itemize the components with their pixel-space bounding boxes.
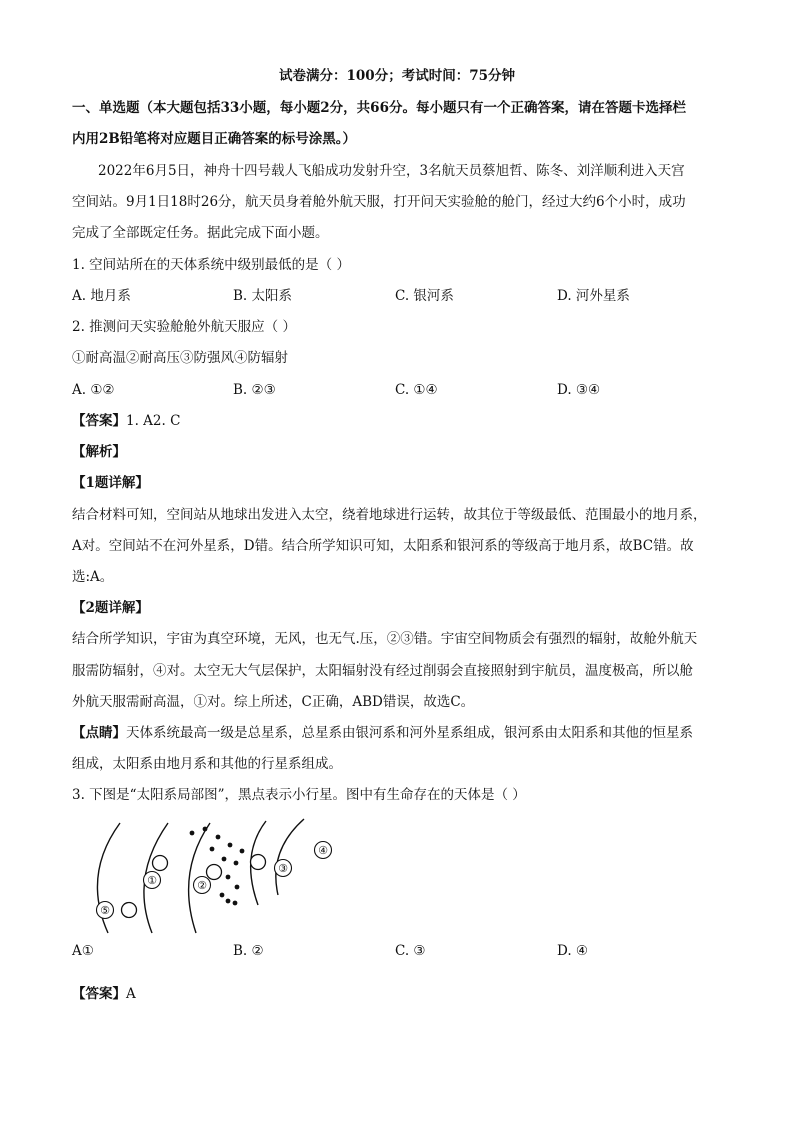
q2-option-a: A. ①② (72, 382, 115, 398)
exam-header: 试卷满分：100分；考试时间：75分钟 (279, 68, 515, 84)
diagram-label-5: ⑤ (100, 904, 110, 917)
q1-option-d: D. 河外星系 (557, 288, 630, 304)
analysis-label: 【解析】 (72, 444, 126, 460)
answer3-label: 【答案】 (72, 986, 126, 1002)
q3-option-b: B. ② (233, 943, 264, 959)
q1-option-a: A. 地月系 (72, 288, 131, 304)
section-title-line2: 内用2B铅笔将对应题目正确答案的标号涂黑。） (72, 131, 357, 147)
solar-system-diagram (72, 815, 352, 935)
tip-line2: 组成，太阳系由地月系和其他的行星系组成。 (72, 756, 342, 772)
detail1-line1: 结合材料可知，空间站从地球出发进入太空，绕着地球进行运转，故其位于等级最低、范围最小的地月系， (72, 507, 707, 523)
answer-3 (72, 984, 136, 1004)
passage-line3: 完成了全部既定任务。据此完成下面小题。 (72, 225, 329, 241)
tip-label: 【点睛】 (72, 725, 126, 741)
q2-option-b: B. ②③ (233, 382, 276, 398)
q1-option-b: B. 太阳系 (233, 288, 293, 304)
planet-2 (207, 865, 222, 880)
answer3-text: A (126, 986, 136, 1002)
q2-stem: 2. 推测问天实验舱舱外航天服应（ ） (72, 319, 296, 335)
planet-3 (251, 855, 266, 870)
diagram-label-1: ① (147, 874, 157, 887)
detail2-line3: 外航天服需耐高温，①对。综上所述，C正确，ABD错误，故选C。 (72, 694, 475, 710)
detail2-line2: 服需防辐射，④对。太空无大气层保护，太阳辐射没有经过削弱会直接照射到宇航员，温度极高，所以舱 (72, 663, 693, 679)
orbit-5 (276, 819, 304, 895)
q3-option-a: A① (72, 943, 94, 959)
diagram-label-3: ③ (278, 862, 288, 875)
q3-option-d: D. ④ (557, 943, 589, 959)
q1-option-c: C. 银河系 (395, 288, 454, 304)
diagram-label-2: ② (197, 879, 207, 892)
q3-stem: 3. 下图是“太阳系局部图”，黑点表示小行星。图中有生命存在的天体是（ ） (72, 787, 526, 803)
q2-option-d: D. ③④ (557, 382, 601, 398)
passage-line1: 2022年6月5日，神舟十四号载人飞船成功发射升空，3名航天员蔡旭哲、陈冬、刘洋顺利进入天宫 (98, 163, 685, 179)
tip-line1 (72, 723, 693, 743)
detail1-line3: 选:A。 (72, 569, 114, 585)
q3-option-c: C. ③ (395, 943, 426, 959)
detail1-label: 【1题详解】 (72, 475, 149, 491)
detail1-line2: A对。空间站不在河外星系，D错。结合所学知识可知，太阳系和银河系的等级高于地月系，故BC错。故 (72, 538, 694, 554)
answer-text: 1. A2. C (126, 413, 181, 429)
q1-stem: 1. 空间站所在的天体系统中级别最低的是（ ） (72, 257, 350, 273)
detail2-line1: 结合所学知识，宇宙为真空环境，无风，也无气.压，②③错。宇宙空间物质会有强烈的辐射，故舱外航天 (72, 631, 698, 647)
planet-5 (122, 903, 137, 918)
planet-1 (153, 856, 168, 871)
section-title-line1: 一、单选题（本大题包括33小题，每小题2分，共66分。每小题只有一个正确答案，请在答题卡选择栏 (72, 100, 686, 116)
passage-line2: 空间站。9月1日18时26分，航天员身着舱外航天服，打开问天实验舱的舱门，经过大约6个小时，成功 (72, 194, 686, 210)
answer-1-2 (72, 411, 180, 431)
answer-label: 【答案】 (72, 413, 126, 429)
tip-text: 天体系统最高一级是总星系，总星系由银河系和河外星系组成，银河系由太阳系和其他的恒星系 (126, 725, 693, 741)
q2-option-c: C. ①④ (395, 382, 438, 398)
q2-choices: ①耐高温②耐高压③防强风④防辐射 (72, 350, 288, 366)
diagram-label-4: ④ (318, 844, 328, 857)
detail2-label: 【2题详解】 (72, 600, 149, 616)
